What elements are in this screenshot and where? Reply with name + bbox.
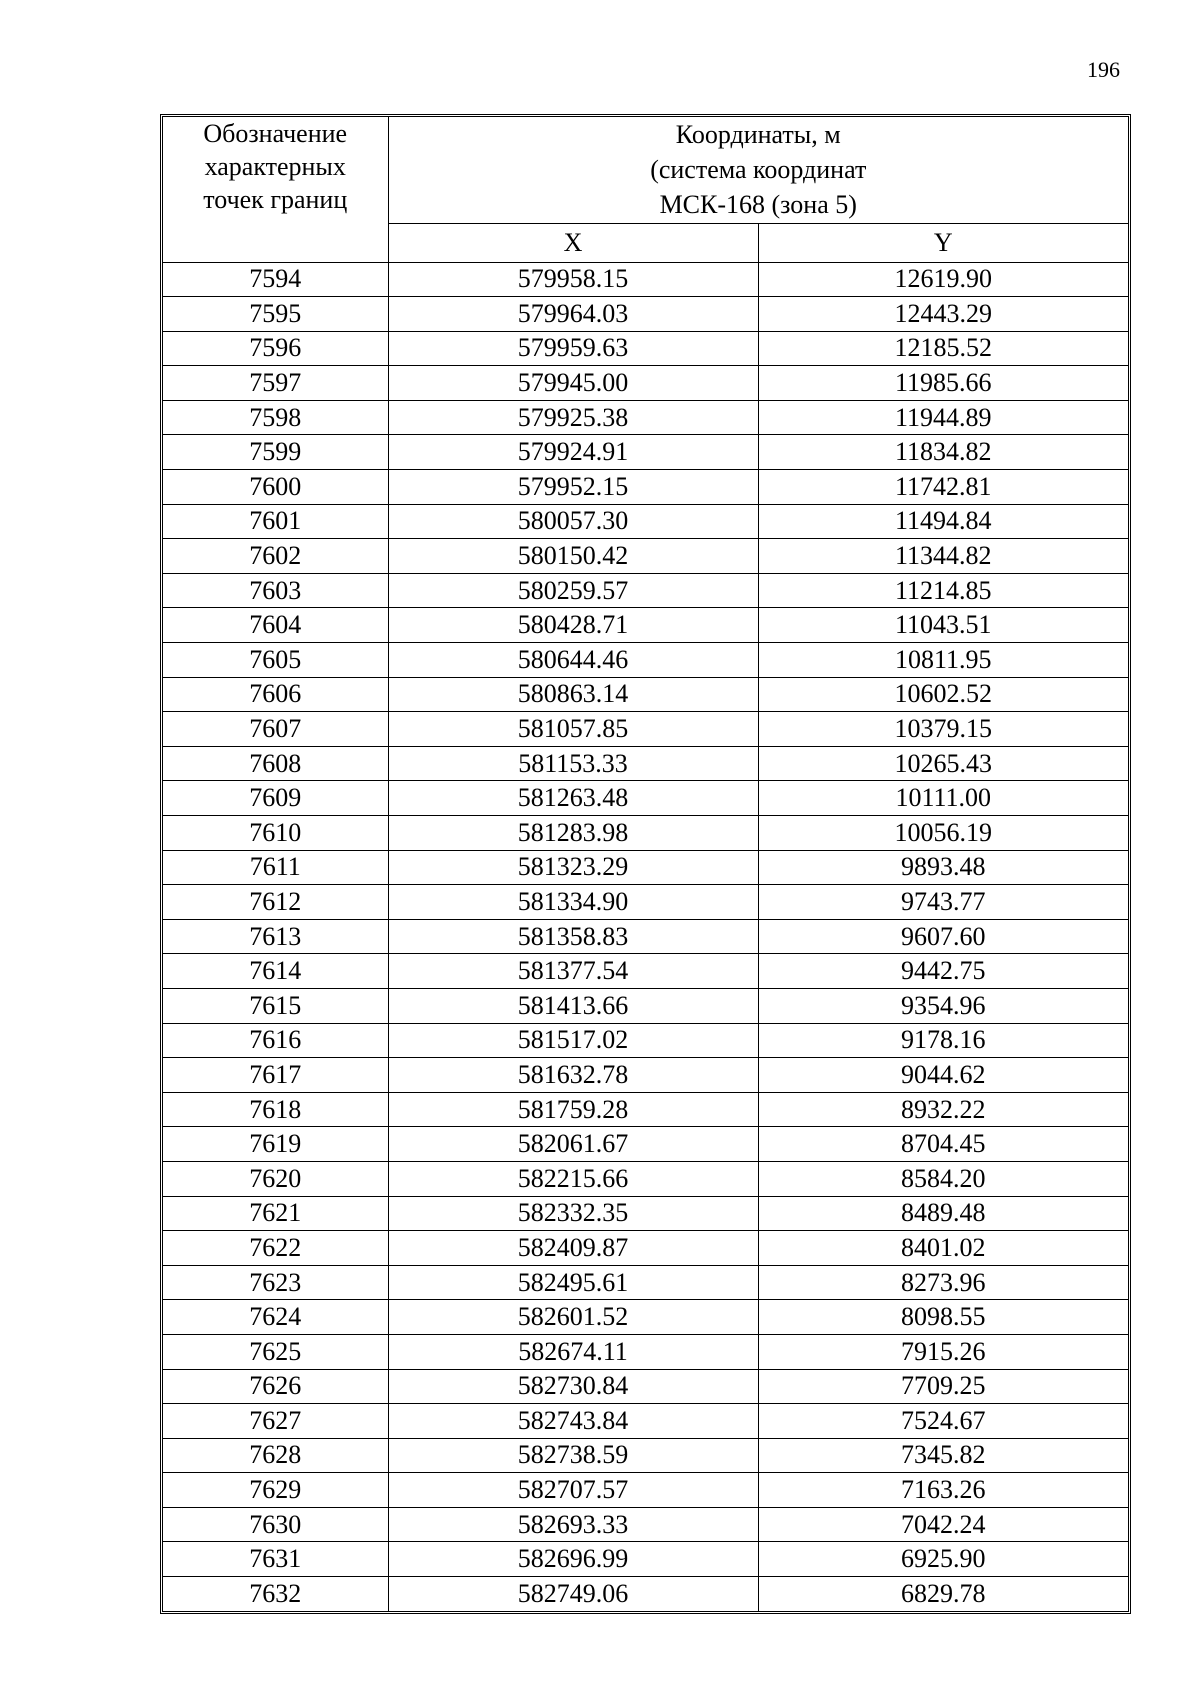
table-row <box>163 746 1128 781</box>
cell-x: 581377.54 <box>388 954 758 989</box>
table-row <box>163 850 1128 885</box>
table-row <box>163 297 1128 332</box>
cell-point: 7632 <box>163 1577 388 1611</box>
cell-x: 581632.78 <box>388 1058 758 1093</box>
cell-x: 581358.83 <box>388 919 758 954</box>
cell-point: 7598 <box>163 400 388 435</box>
header-point-designation <box>163 117 388 262</box>
cell-y: 10111.00 <box>758 781 1128 816</box>
header-point-line-1: Обозначение <box>203 119 348 148</box>
header-point-line-3: точек границ <box>203 185 348 214</box>
cell-x: 581153.33 <box>388 746 758 781</box>
cell-y: 10602.52 <box>758 677 1128 712</box>
cell-y: 9442.75 <box>758 954 1128 989</box>
cell-y: 12619.90 <box>758 262 1128 297</box>
header-coords-line-1: Координаты, м <box>675 120 841 149</box>
cell-point: 7603 <box>163 573 388 608</box>
table-row <box>163 712 1128 747</box>
table-row <box>163 781 1128 816</box>
table-row <box>163 573 1128 608</box>
table-row <box>163 1161 1128 1196</box>
table-row <box>163 1023 1128 1058</box>
table-row <box>163 504 1128 539</box>
cell-point: 7606 <box>163 677 388 712</box>
cell-x: 580863.14 <box>388 677 758 712</box>
cell-point: 7612 <box>163 885 388 920</box>
cell-x: 581057.85 <box>388 712 758 747</box>
cell-point: 7629 <box>163 1473 388 1508</box>
table-row <box>163 435 1128 470</box>
table-row <box>163 262 1128 297</box>
cell-point: 7626 <box>163 1369 388 1404</box>
header-y: Y <box>758 223 1128 262</box>
cell-x: 582674.11 <box>388 1334 758 1369</box>
coordinates-table-frame <box>160 114 1131 1614</box>
cell-x: 581334.90 <box>388 885 758 920</box>
cell-y: 12443.29 <box>758 297 1128 332</box>
table-row <box>163 1196 1128 1231</box>
table-row <box>163 1542 1128 1577</box>
cell-point: 7630 <box>163 1507 388 1542</box>
table-row <box>163 539 1128 574</box>
cell-y: 9893.48 <box>758 850 1128 885</box>
cell-y: 8932.22 <box>758 1092 1128 1127</box>
cell-point: 7595 <box>163 297 388 332</box>
cell-x: 582409.87 <box>388 1231 758 1266</box>
table-header <box>163 117 1128 262</box>
cell-x: 581283.98 <box>388 816 758 851</box>
cell-y: 6829.78 <box>758 1577 1128 1611</box>
cell-y: 11834.82 <box>758 435 1128 470</box>
table-row <box>163 400 1128 435</box>
cell-point: 7594 <box>163 262 388 297</box>
cell-y: 9354.96 <box>758 988 1128 1023</box>
cell-y: 8704.45 <box>758 1127 1128 1162</box>
header-x: X <box>388 223 758 262</box>
cell-x: 582707.57 <box>388 1473 758 1508</box>
cell-y: 9743.77 <box>758 885 1128 920</box>
table-row <box>163 470 1128 505</box>
table-body <box>163 262 1128 1611</box>
table-row <box>163 1265 1128 1300</box>
cell-y: 10056.19 <box>758 816 1128 851</box>
cell-y: 8584.20 <box>758 1161 1128 1196</box>
cell-point: 7614 <box>163 954 388 989</box>
cell-x: 582749.06 <box>388 1577 758 1611</box>
cell-y: 6925.90 <box>758 1542 1128 1577</box>
table-row <box>163 366 1128 401</box>
cell-point: 7616 <box>163 1023 388 1058</box>
cell-point: 7628 <box>163 1438 388 1473</box>
cell-y: 12185.52 <box>758 331 1128 366</box>
cell-y: 11985.66 <box>758 366 1128 401</box>
cell-y: 11742.81 <box>758 470 1128 505</box>
table-row <box>163 954 1128 989</box>
cell-x: 580259.57 <box>388 573 758 608</box>
cell-x: 582061.67 <box>388 1127 758 1162</box>
table-row <box>163 1127 1128 1162</box>
table-row <box>163 643 1128 678</box>
cell-point: 7620 <box>163 1161 388 1196</box>
header-point-line-2: характерных <box>204 152 346 181</box>
cell-x: 581263.48 <box>388 781 758 816</box>
cell-y: 8098.55 <box>758 1300 1128 1335</box>
cell-point: 7625 <box>163 1334 388 1369</box>
table-row <box>163 331 1128 366</box>
cell-point: 7601 <box>163 504 388 539</box>
cell-point: 7617 <box>163 1058 388 1093</box>
cell-point: 7602 <box>163 539 388 574</box>
cell-x: 580428.71 <box>388 608 758 643</box>
table-row <box>163 919 1128 954</box>
cell-x: 582693.33 <box>388 1507 758 1542</box>
cell-y: 8401.02 <box>758 1231 1128 1266</box>
cell-y: 11944.89 <box>758 400 1128 435</box>
cell-point: 7599 <box>163 435 388 470</box>
table-row <box>163 1058 1128 1093</box>
table-row <box>163 1334 1128 1369</box>
cell-y: 8273.96 <box>758 1265 1128 1300</box>
cell-y: 9044.62 <box>758 1058 1128 1093</box>
cell-point: 7604 <box>163 608 388 643</box>
cell-x: 582332.35 <box>388 1196 758 1231</box>
table-row <box>163 1473 1128 1508</box>
cell-x: 581517.02 <box>388 1023 758 1058</box>
cell-x: 581323.29 <box>388 850 758 885</box>
cell-x: 580057.30 <box>388 504 758 539</box>
cell-y: 7345.82 <box>758 1438 1128 1473</box>
table-row <box>163 988 1128 1023</box>
cell-x: 579925.38 <box>388 400 758 435</box>
table-row <box>163 1300 1128 1335</box>
cell-point: 7607 <box>163 712 388 747</box>
cell-point: 7596 <box>163 331 388 366</box>
cell-y: 11344.82 <box>758 539 1128 574</box>
cell-point: 7611 <box>163 850 388 885</box>
table-row <box>163 1577 1128 1611</box>
table-row <box>163 885 1128 920</box>
cell-point: 7621 <box>163 1196 388 1231</box>
table-row <box>163 608 1128 643</box>
cell-x: 579959.63 <box>388 331 758 366</box>
cell-x: 579945.00 <box>388 366 758 401</box>
table-row <box>163 1404 1128 1439</box>
table-row <box>163 1507 1128 1542</box>
cell-x: 582495.61 <box>388 1265 758 1300</box>
cell-x: 580150.42 <box>388 539 758 574</box>
cell-point: 7600 <box>163 470 388 505</box>
cell-y: 8489.48 <box>758 1196 1128 1231</box>
cell-x: 582730.84 <box>388 1369 758 1404</box>
table-row <box>163 1369 1128 1404</box>
cell-y: 10379.15 <box>758 712 1128 747</box>
cell-point: 7622 <box>163 1231 388 1266</box>
cell-x: 582601.52 <box>388 1300 758 1335</box>
coordinates-table <box>163 117 1128 1611</box>
table-row <box>163 677 1128 712</box>
cell-x: 580644.46 <box>388 643 758 678</box>
header-coords-line-2: (система координат <box>650 155 867 184</box>
cell-point: 7609 <box>163 781 388 816</box>
cell-y: 7524.67 <box>758 1404 1128 1439</box>
cell-point: 7627 <box>163 1404 388 1439</box>
cell-x: 581759.28 <box>388 1092 758 1127</box>
cell-point: 7618 <box>163 1092 388 1127</box>
table-row <box>163 1438 1128 1473</box>
page-number: 196 <box>1087 57 1120 82</box>
cell-y: 10811.95 <box>758 643 1128 678</box>
cell-y: 10265.43 <box>758 746 1128 781</box>
cell-x: 582738.59 <box>388 1438 758 1473</box>
cell-x: 581413.66 <box>388 988 758 1023</box>
table-row <box>163 1231 1128 1266</box>
cell-x: 582215.66 <box>388 1161 758 1196</box>
header-coords-line-3: МСК-168 (зона 5) <box>659 190 857 219</box>
cell-y: 11214.85 <box>758 573 1128 608</box>
cell-y: 7709.25 <box>758 1369 1128 1404</box>
cell-x: 579924.91 <box>388 435 758 470</box>
cell-y: 7163.26 <box>758 1473 1128 1508</box>
cell-point: 7624 <box>163 1300 388 1335</box>
cell-x: 579958.15 <box>388 262 758 297</box>
cell-y: 9607.60 <box>758 919 1128 954</box>
cell-x: 582696.99 <box>388 1542 758 1577</box>
table-row <box>163 1092 1128 1127</box>
cell-y: 11043.51 <box>758 608 1128 643</box>
header-coordinates <box>388 117 1128 223</box>
cell-point: 7613 <box>163 919 388 954</box>
cell-point: 7619 <box>163 1127 388 1162</box>
cell-y: 7042.24 <box>758 1507 1128 1542</box>
cell-y: 9178.16 <box>758 1023 1128 1058</box>
cell-point: 7597 <box>163 366 388 401</box>
cell-point: 7615 <box>163 988 388 1023</box>
cell-point: 7631 <box>163 1542 388 1577</box>
cell-x: 579964.03 <box>388 297 758 332</box>
cell-x: 582743.84 <box>388 1404 758 1439</box>
cell-point: 7623 <box>163 1265 388 1300</box>
cell-point: 7608 <box>163 746 388 781</box>
cell-point: 7610 <box>163 816 388 851</box>
cell-point: 7605 <box>163 643 388 678</box>
cell-x: 579952.15 <box>388 470 758 505</box>
cell-y: 7915.26 <box>758 1334 1128 1369</box>
table-row <box>163 816 1128 851</box>
cell-y: 11494.84 <box>758 504 1128 539</box>
